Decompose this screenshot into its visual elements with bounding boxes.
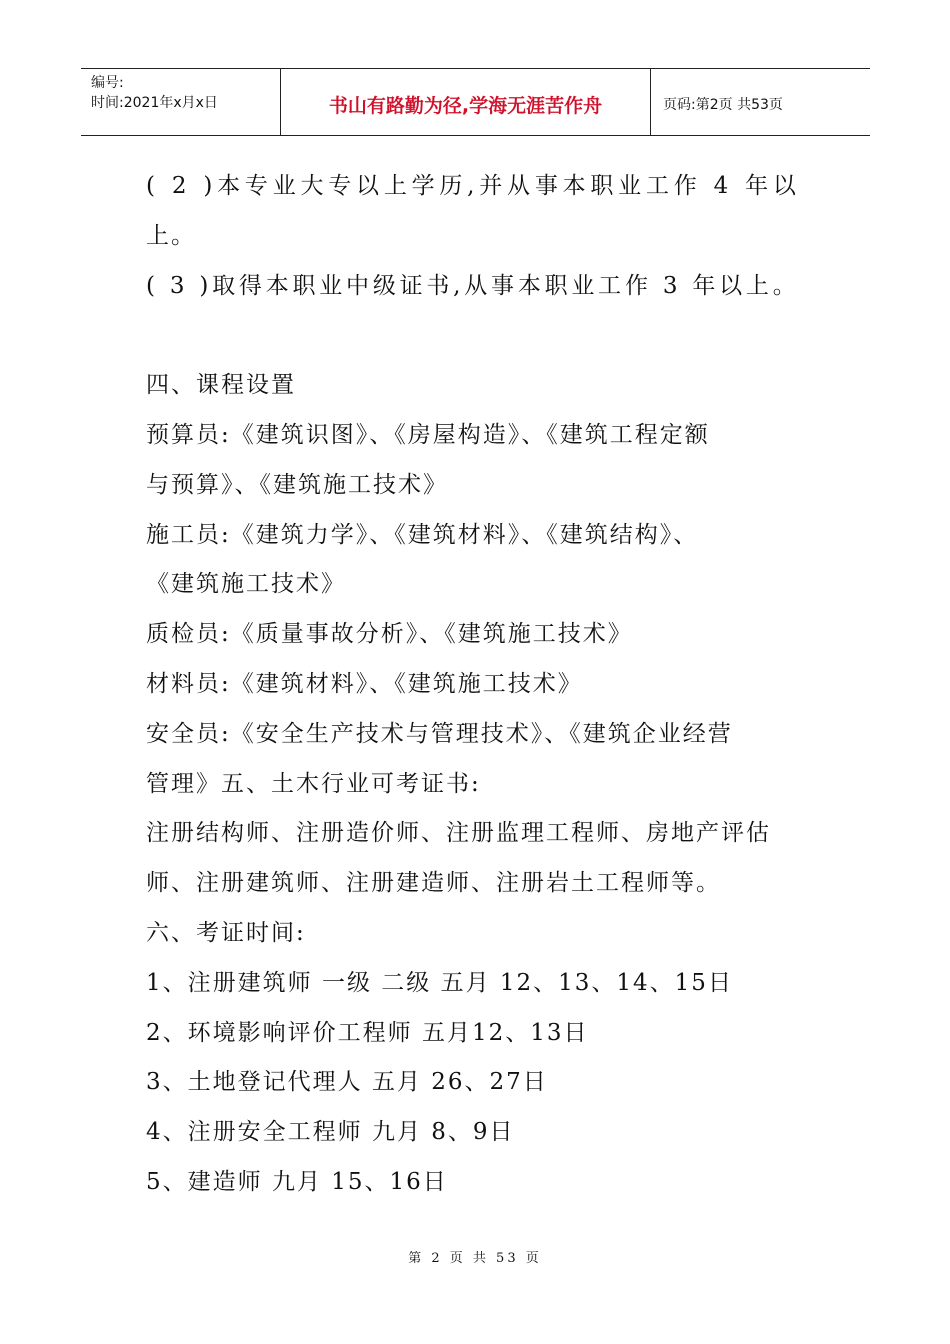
header-motto: 书山有路勤为径,学海无涯苦作舟 <box>281 69 651 135</box>
list-item: 2、环境影响评价工程师 五月12、13日 <box>146 1019 589 1046</box>
header-page-info: 页码:第2页 共53页 <box>663 97 783 113</box>
list-item: 3、土地登记代理人 五月 26、27日 <box>146 1069 548 1096</box>
text-line: 管理》五、土木行业可考证书: <box>146 770 481 797</box>
section-heading: 六、考证时间: <box>146 919 306 946</box>
text-line: 注册结构师、注册造价师、注册监理工程师、房地产评估 <box>146 820 771 847</box>
text-line: 与预算》、《建筑施工技术》 <box>146 471 448 498</box>
text-line: 《建筑施工技术》 <box>146 571 346 598</box>
text-line: 质检员:《质量事故分析》、《建筑施工技术》 <box>146 621 633 648</box>
text-line: 安全员:《安全生产技术与管理技术》、《建筑企业经营 <box>146 720 733 747</box>
page-footer: 第 2 页 共 53 页 <box>408 1251 542 1266</box>
document-body <box>146 162 796 1208</box>
section-heading: 四、课程设置 <box>146 372 296 399</box>
header-meta <box>81 69 281 135</box>
page-header <box>81 68 870 136</box>
document-number-label: 编号: <box>91 75 124 91</box>
list-item: 5、建造师 九月 15、16日 <box>146 1168 448 1195</box>
list-item: 4、注册安全工程师 九月 8、9日 <box>146 1119 515 1146</box>
text-line: ( 3 ) 取 得 本 职 业 中 级 证 书 , 从 事 本 职 业 工 作 3 年 以 上 。 <box>146 272 796 299</box>
text-line: 预算员:《建筑识图》、《房屋构造》、《建筑工程定额 <box>146 421 710 448</box>
text-line: ( 2 ) 本 专 业 大 专 以 上 学 历 , 并 从 事 本 职 业 工 作 4 年 以 <box>146 173 796 199</box>
text-line: 施工员:《建筑力学》、《建筑材料》、《建筑结构》、 <box>146 521 699 548</box>
text-line: 上。 <box>146 222 196 249</box>
list-item: 1、注册建筑师 一级 二级 五月 12、13、14、15日 <box>146 969 733 996</box>
text-line: 材料员:《建筑材料》、《建筑施工技术》 <box>146 670 583 697</box>
text-line: 师、注册建筑师、注册建造师、注册岩土工程师等。 <box>146 870 721 897</box>
document-time-label: 时间:2021年x月x日 <box>91 95 218 111</box>
blank-line <box>146 311 796 361</box>
